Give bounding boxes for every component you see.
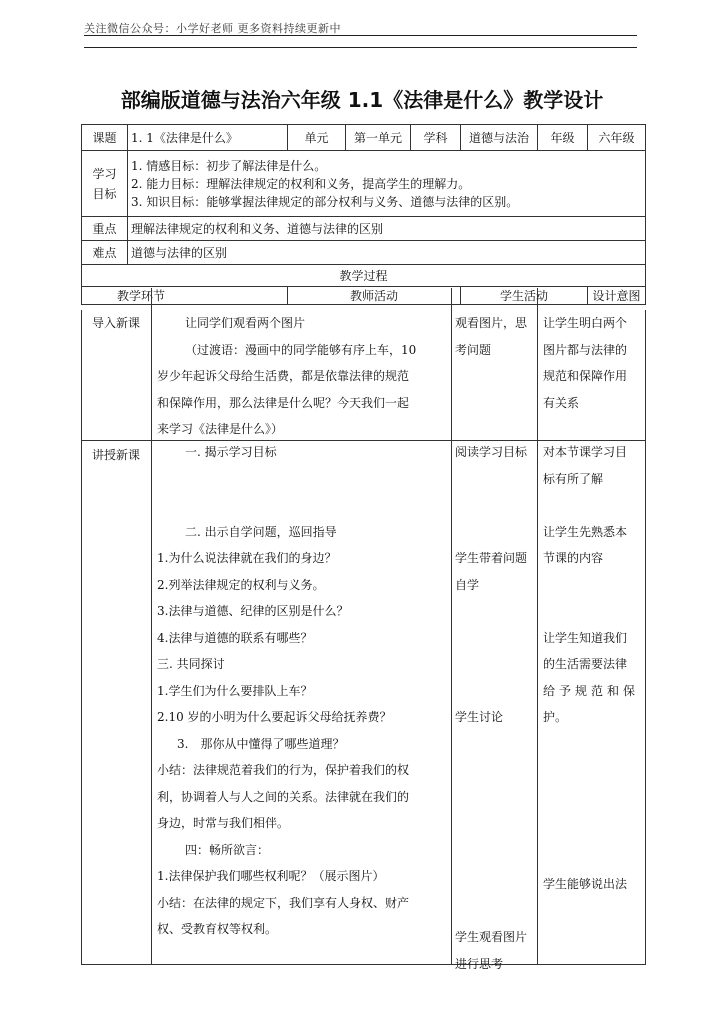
lecture-intent-line: 护。: [543, 710, 568, 724]
intro-teacher-line: （过渡语：漫画中的同学能够有序上车，10: [185, 342, 417, 357]
lecture-intent-line: 对本节课学习目: [543, 445, 628, 459]
lecture-intent: [543, 439, 643, 898]
lecture-section-heading: 四：畅所欲言：: [185, 842, 270, 857]
intro-teacher-line: 岁少年起诉父母给生活费，都是依靠法律的规范: [157, 369, 410, 383]
lecture-intent-line: 节课的内容: [543, 551, 604, 565]
lecture-summary: 利，协调着人与人之间的关系。法律就在我们的: [157, 789, 410, 804]
lecture-student-line: 学生观看图片: [455, 930, 528, 944]
document-title: 部编版道德与法治六年级 1.1《法律是什么》教学设计: [120, 88, 604, 112]
col-intent-header: 设计意图: [588, 287, 646, 305]
lecture-section-heading: 二. 出示自学问题，巡回指导: [185, 524, 337, 539]
lecture-intent-line: 标有所了解: [543, 471, 604, 486]
lesson-value: 1. 1《法律是什么》: [128, 125, 288, 151]
lecture-stage: 讲授新课: [91, 448, 140, 462]
lecture-summary: 身边，时常与我们相伴。: [157, 816, 290, 830]
process-body: [81, 310, 645, 971]
difficulty-value: 道德与法律的区别: [128, 241, 646, 265]
intro-intent-line: 让学生明白两个: [543, 316, 628, 330]
info-row: [82, 125, 646, 151]
lecture-intent-line: 让学生先熟悉本: [543, 524, 628, 539]
intro-teacher-line: 来学习《法律是什么》）: [157, 422, 284, 436]
lesson-label: 课题: [82, 125, 128, 151]
objective-item: 3. 知识目标：能够掌握法律规定的部分权利与义务、道德与法律的区别。: [131, 194, 519, 209]
col-stage-header: 教学环节: [82, 287, 288, 305]
lesson-plan-table: [81, 124, 646, 305]
key-point-value: 理解法律规定的权利和义务、道德与法律的区别: [128, 217, 646, 241]
lecture-student: [455, 439, 535, 977]
intro-intent-line: 图片都与法律的: [543, 342, 628, 357]
lecture-discussion: 3. 那你从中懂得了哪些道理？: [177, 736, 345, 751]
lecture-student-line: 学生带着问题: [455, 551, 528, 565]
difficulty-row: [82, 241, 646, 265]
header-rule-2: [84, 47, 637, 48]
intro-intent: [543, 310, 643, 416]
objective-item: 1. 情感目标：初步了解法律是什么。: [131, 158, 327, 173]
difficulty-label: 难点: [82, 241, 128, 265]
lecture-intent-line: 给予规范和保: [543, 683, 640, 698]
intro-intent-line: 规范和保障作用: [543, 369, 628, 383]
process-column-headers: [82, 287, 646, 305]
lecture-question: 3.法律与道德、纪律的区别是什么？: [157, 604, 349, 618]
intro-teacher: [157, 310, 447, 443]
lecture-section-heading: 一. 揭示学习目标: [185, 445, 277, 459]
intro-intent-line: 有关系: [543, 395, 580, 410]
lecture-discussion: 1.学生们为什么要排队上车？: [157, 683, 313, 698]
subject-label: 学科: [411, 125, 461, 151]
lecture-intent-line: 的生活需要法律: [543, 657, 628, 671]
intro-stage: 导入新课: [91, 316, 140, 330]
objective-item: 2. 能力目标：理解法律规定的权利和义务，提高学生的理解力。: [131, 176, 471, 191]
process-heading-row: [82, 265, 646, 287]
intro-student-line: 观看图片，思: [455, 316, 528, 330]
lecture-question: 1.为什么说法律就在我们的身边？: [157, 551, 337, 565]
lecture-summary: 小结：法律规范着我们的行为，保护着我们的权: [157, 763, 410, 777]
subject-value: 道德与法治: [461, 125, 538, 151]
lecture-question: 2.列举法律规定的权利与义务。: [157, 577, 325, 592]
objectives-label: 学习目标: [82, 151, 128, 217]
lecture-student-line: 学生讨论: [455, 710, 504, 724]
grade-value: 六年级: [588, 125, 646, 151]
lecture-expression: 1.法律保护我们哪些权利呢？（展示图片）: [157, 869, 385, 883]
objectives-row: [82, 151, 646, 217]
lecture-discussion: 2.10 岁的小明为什么要起诉父母给抚养费？: [157, 710, 392, 724]
key-point-label: 重点: [82, 217, 128, 241]
unit-label: 单元: [288, 125, 346, 151]
lecture-teacher: [157, 439, 449, 943]
unit-value: 第一单元: [346, 125, 411, 151]
key-point-row: [82, 217, 646, 241]
col-student-header: 学生活动: [461, 287, 588, 305]
col-teacher-header: 教师活动: [288, 287, 461, 305]
lecture-section-heading: 三. 共同探讨: [157, 657, 225, 671]
intro-student: [455, 310, 535, 363]
lecture-intent-line: 学生能够说出法: [543, 877, 628, 891]
intro-teacher-line: 和保障作用，那么法律是什么呢？今天我们一起: [157, 395, 410, 410]
lecture-summary: 权、受教育权等权利。: [157, 922, 278, 936]
grade-label: 年级: [538, 125, 588, 151]
lecture-question: 4.法律与道德的联系有哪些？: [157, 630, 313, 645]
lecture-student-line: 自学: [455, 577, 480, 592]
intro-student-line: 考问题: [455, 342, 492, 357]
lecture-student-line: 阅读学习目标: [455, 445, 528, 459]
objectives-list: [128, 151, 646, 217]
lecture-summary: 小结：在法律的规定下，我们享有人身权、财产: [157, 895, 410, 910]
process-heading: 教学过程: [82, 265, 646, 287]
lecture-intent-line: 让学生知道我们: [543, 630, 628, 645]
header-rule: [84, 35, 637, 36]
header-note: 关注微信公众号：小学好老师 更多资料持续更新中: [84, 22, 341, 35]
lecture-student-line: 进行思考: [455, 956, 504, 971]
intro-teacher-line: 让同学们观看两个图片: [185, 316, 306, 330]
